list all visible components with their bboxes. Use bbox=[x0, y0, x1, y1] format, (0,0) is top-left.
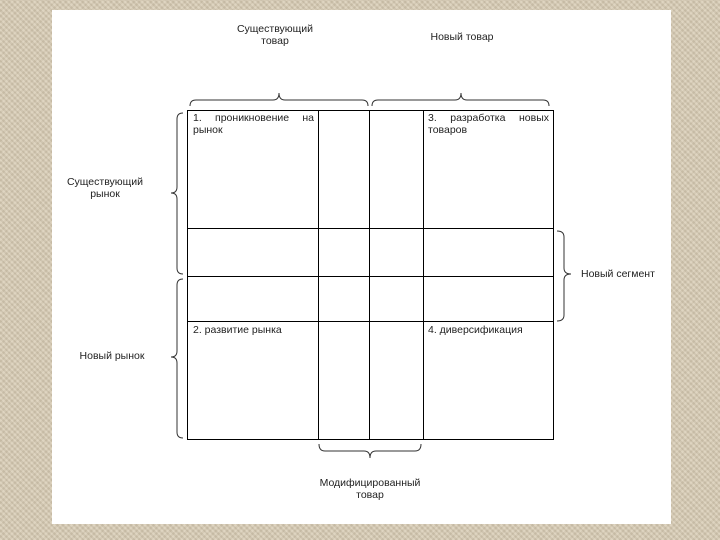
label-modified-product: Модифицированный товар bbox=[319, 477, 421, 501]
label-new-product: Новый товар bbox=[430, 31, 494, 43]
label-new-market: Новый рынок bbox=[79, 350, 145, 362]
cell-market-development: 2. развитие рынка bbox=[193, 324, 282, 336]
label-existing-market: Существующий рынок bbox=[66, 176, 144, 200]
brace-left-existing-market bbox=[171, 113, 183, 274]
matrix-frame bbox=[188, 111, 554, 440]
brace-right-new-segment bbox=[557, 231, 571, 321]
cell-diversification: 4. диверсификация bbox=[428, 324, 523, 336]
brace-left-new-market bbox=[171, 279, 183, 438]
cell-product-development: 3. разработка новых товаров bbox=[428, 112, 549, 136]
label-existing-product: Существующий товар bbox=[236, 23, 314, 47]
cell-market-penetration: 1. проникновение на рынок bbox=[193, 112, 314, 136]
brace-bottom-modified-product bbox=[319, 444, 421, 458]
brace-top-new-product bbox=[372, 93, 549, 106]
brace-top-existing-product bbox=[190, 93, 368, 106]
label-new-segment: Новый сегмент bbox=[581, 268, 655, 280]
